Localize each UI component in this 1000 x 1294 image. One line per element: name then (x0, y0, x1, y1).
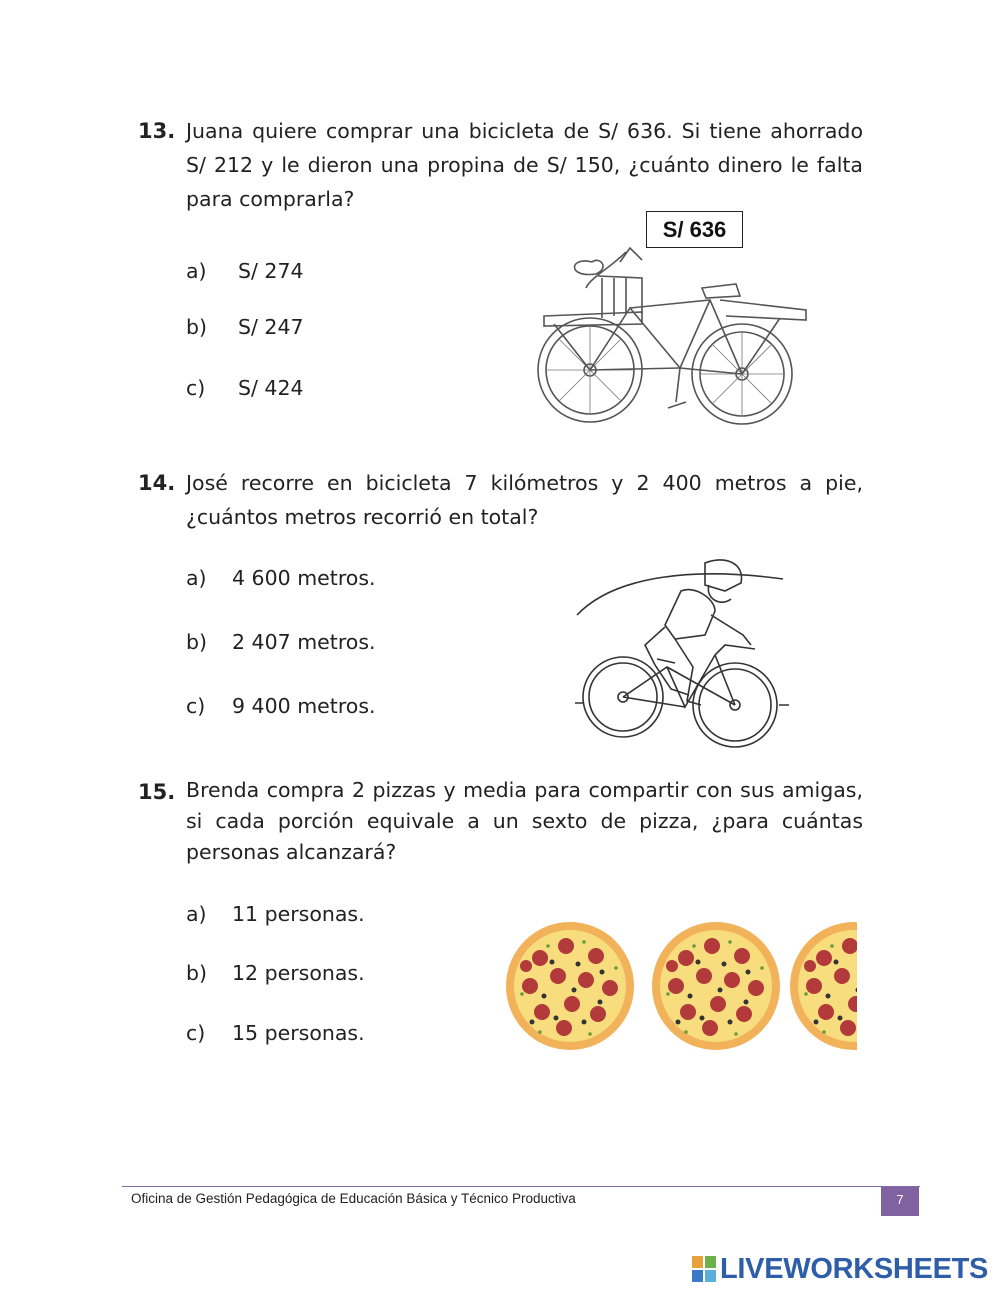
question-number: 13. (138, 119, 176, 143)
option-letter: b) (186, 961, 208, 985)
option-letter: a) (186, 566, 207, 590)
option-15-a[interactable] (186, 902, 365, 926)
option-letter: a) (186, 902, 207, 926)
question-14 (138, 466, 863, 534)
question-number: 14. (138, 471, 176, 495)
option-value: 15 personas. (232, 1021, 365, 1045)
option-13-b[interactable] (186, 315, 304, 339)
liveworksheets-logo-text: LIVEWORKSHEETS (720, 1252, 989, 1285)
option-14-b[interactable] (186, 630, 376, 654)
question-number: 15. (138, 780, 176, 804)
option-value: 12 personas. (232, 961, 365, 985)
bicycle-illustration (530, 238, 810, 438)
cyclist-illustration (575, 555, 790, 755)
option-value: S/ 274 (238, 259, 304, 283)
option-value: S/ 247 (238, 315, 304, 339)
liveworksheets-logo[interactable] (692, 1252, 988, 1286)
option-15-c[interactable] (186, 1021, 365, 1045)
option-letter: c) (186, 376, 206, 400)
option-value: S/ 424 (238, 376, 304, 400)
question-text: José recorre en bicicleta 7 kilómetros y 2 400 metros a pie, ¿cuántos metros recorrió en total? (186, 471, 863, 529)
option-value: 9 400 metros. (232, 694, 376, 718)
option-15-b[interactable] (186, 961, 365, 985)
option-value: 11 personas. (232, 902, 365, 926)
option-13-a[interactable] (186, 259, 304, 283)
footer-text: Oficina de Gestión Pedagógica de Educación Básica y Técnico Productiva (131, 1191, 576, 1206)
option-letter: c) (186, 1021, 206, 1045)
option-letter: b) (186, 315, 208, 339)
question-text: Juana quiere comprar una bicicleta de S/ 636. Si tiene ahorrado S/ 212 y le dieron una propina de S/ 150, ¿cuánto dinero le falta para comprarla? (186, 119, 863, 211)
price-tag: S/ 636 (646, 211, 743, 248)
option-14-c[interactable] (186, 694, 376, 718)
liveworksheets-logo-icon (692, 1256, 716, 1282)
option-letter: c) (186, 694, 206, 718)
question-text: Brenda compra 2 pizzas y media para compartir con sus amigas, si cada porción equivale a un sexto de pizza, ¿para cuántas personas alcanzará? (186, 778, 863, 864)
option-letter: a) (186, 259, 207, 283)
option-letter: b) (186, 630, 208, 654)
option-value: 2 407 metros. (232, 630, 376, 654)
option-13-c[interactable] (186, 376, 304, 400)
footer-divider (122, 1186, 920, 1187)
question-15 (138, 775, 863, 868)
page-number: 7 (881, 1187, 919, 1216)
option-value: 4 600 metros. (232, 566, 376, 590)
question-13 (138, 114, 863, 216)
pizzas-illustration (502, 912, 857, 1054)
option-14-a[interactable] (186, 566, 376, 590)
